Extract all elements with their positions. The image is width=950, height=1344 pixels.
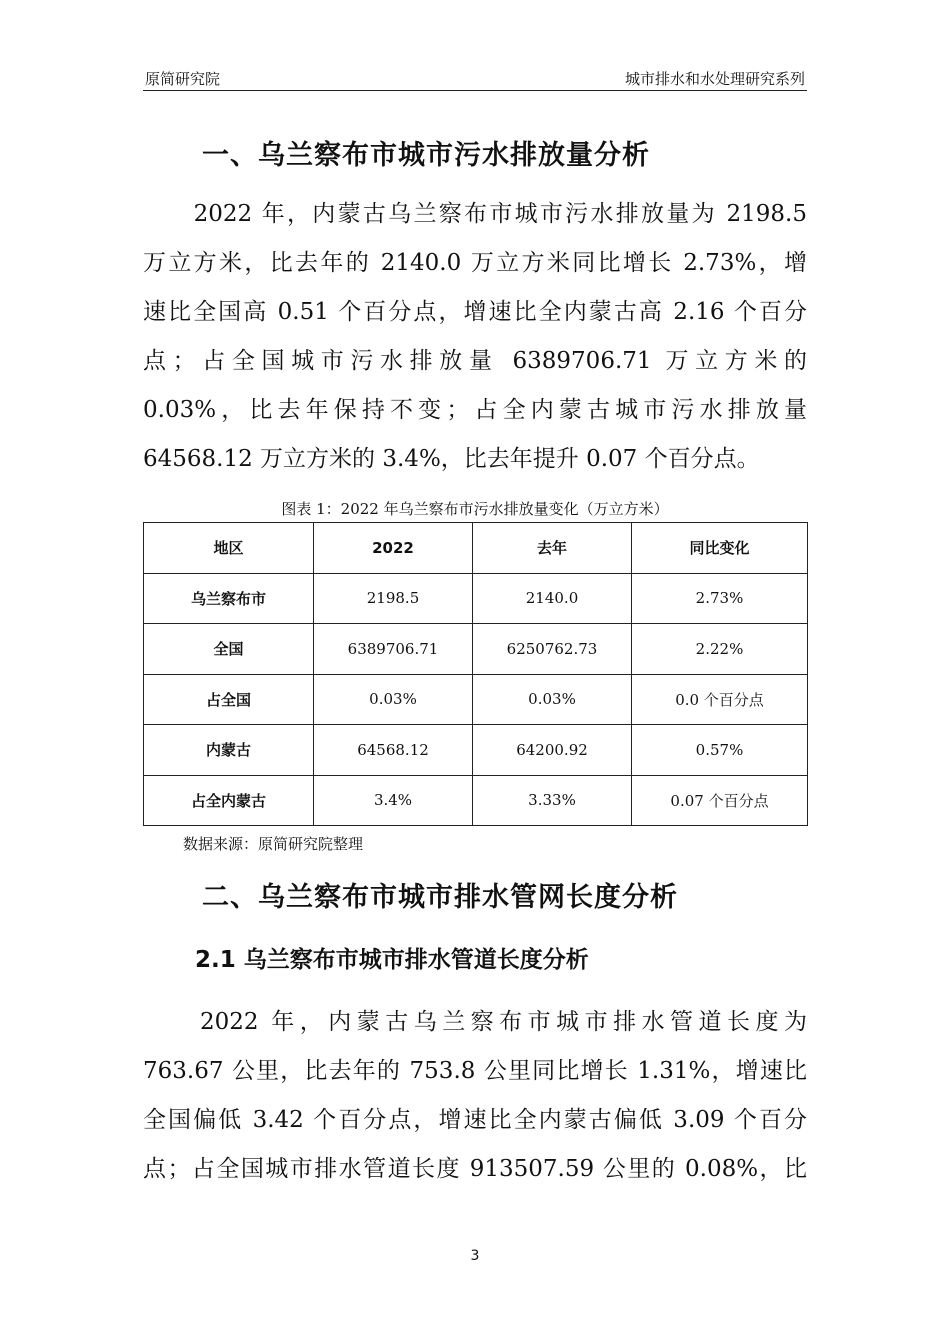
paragraph-line: 0.03%，比去年保持不变；占全内蒙古城市污水排放量 xyxy=(143,397,807,423)
table-cell: 3.33% xyxy=(473,775,632,826)
table-row xyxy=(144,674,808,725)
table-row-label: 占全国 xyxy=(144,674,314,725)
header-series-name: 城市排水和水处理研究系列 xyxy=(624,70,805,88)
page-number: 3 xyxy=(470,1248,480,1264)
paragraph-line: 速比全国高 0.51 个百分点，增速比全内蒙古高 2.16 个百分 xyxy=(143,299,807,325)
table-row xyxy=(144,573,808,624)
table-cell: 0.03% xyxy=(473,674,632,725)
table-row-label: 内蒙古 xyxy=(144,725,314,776)
page-header xyxy=(143,62,807,91)
section1-paragraph xyxy=(143,190,807,484)
paragraph-line: 64568.12 万立方米的 3.4%，比去年提升 0.07 个百分点。 xyxy=(143,446,760,472)
table-source-note: 数据来源：原简研究院整理 xyxy=(183,835,364,853)
paragraph-line: 2022 年，内蒙古乌兰察布市城市排水管道长度为 xyxy=(143,1009,807,1035)
table-cell: 0.03% xyxy=(314,674,473,725)
table-cell: 6389706.71 xyxy=(314,624,473,675)
table-row xyxy=(144,725,808,776)
table-cell: 64200.92 xyxy=(473,725,632,776)
table-row-label: 占全内蒙古 xyxy=(144,775,314,826)
paragraph-line: 全国偏低 3.42 个百分点，增速比全内蒙古偏低 3.09 个百分 xyxy=(143,1107,807,1133)
table-header-cell: 同比变化 xyxy=(632,523,808,574)
section2-paragraph xyxy=(143,998,807,1194)
table-cell: 2.73% xyxy=(632,573,808,624)
paragraph-line: 点；占全国城市污水排放量 6389706.71 万立方米的 xyxy=(143,348,807,374)
table-header-row xyxy=(144,523,808,574)
paragraph-line: 万立方米，比去年的 2140.0 万立方米同比增长 2.73%，增 xyxy=(143,250,807,276)
table-header-cell: 地区 xyxy=(144,523,314,574)
table-cell: 64568.12 xyxy=(314,725,473,776)
table-row-label: 全国 xyxy=(144,624,314,675)
table-cell: 0.57% xyxy=(632,725,808,776)
paragraph-line: 763.67 公里，比去年的 753.8 公里同比增长 1.31%，增速比 xyxy=(143,1058,807,1084)
table-cell: 3.4% xyxy=(314,775,473,826)
table-row xyxy=(144,775,808,826)
paragraph-line: 2022 年，内蒙古乌兰察布市城市污水排放量为 2198.5 xyxy=(143,201,807,227)
section1-title: 一、乌兰察布市城市污水排放量分析 xyxy=(202,140,650,171)
table-caption: 图表 1：2022 年乌兰察布市污水排放量变化（万立方米） xyxy=(281,500,669,518)
table-cell: 6250762.73 xyxy=(473,624,632,675)
section2-subtitle: 2.1 乌兰察布市城市排水管道长度分析 xyxy=(195,947,589,973)
table-header-cell: 去年 xyxy=(473,523,632,574)
table-cell: 0.07 个百分点 xyxy=(632,775,808,826)
table-cell: 2.22% xyxy=(632,624,808,675)
table-cell: 2140.0 xyxy=(473,573,632,624)
table-cell: 0.0 个百分点 xyxy=(632,674,808,725)
section2-title: 二、乌兰察布市城市排水管网长度分析 xyxy=(202,882,678,913)
sewage-discharge-table xyxy=(143,522,808,826)
paragraph-line: 点；占全国城市排水管道长度 913507.59 公里的 0.08%，比 xyxy=(143,1156,807,1182)
header-org-name: 原简研究院 xyxy=(145,70,221,88)
table-row xyxy=(144,624,808,675)
table-row-label: 乌兰察布市 xyxy=(144,573,314,624)
table-header-cell: 2022 xyxy=(314,523,473,574)
table-cell: 2198.5 xyxy=(314,573,473,624)
